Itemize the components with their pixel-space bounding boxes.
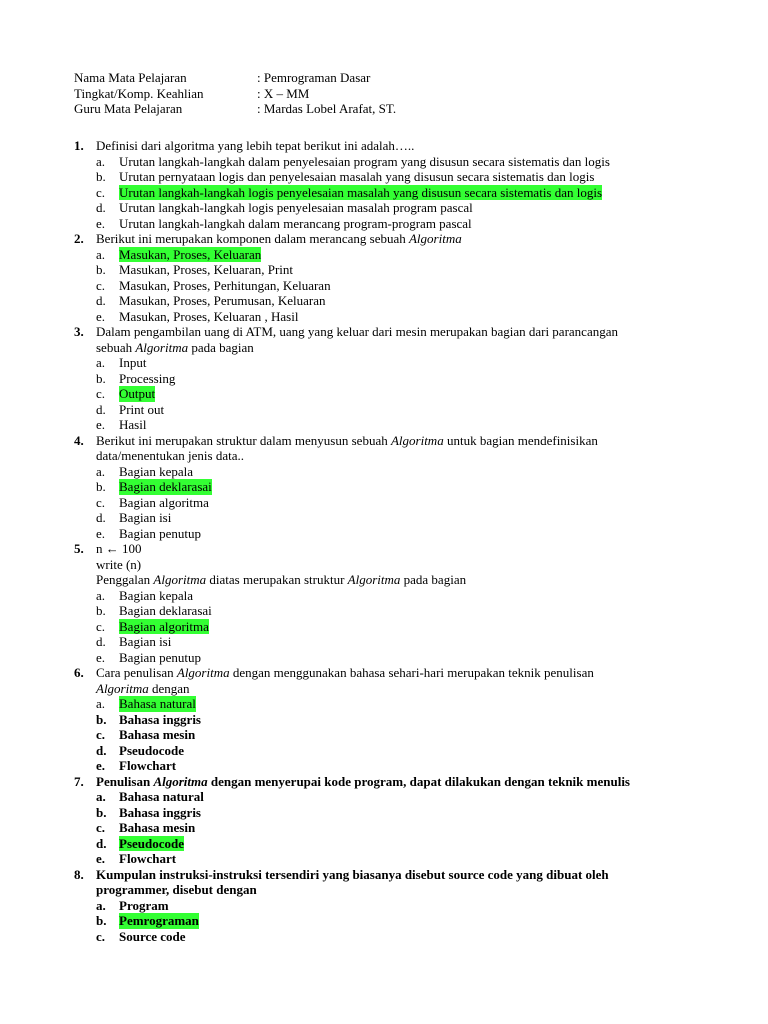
answer-option xyxy=(74,836,674,852)
question-stem xyxy=(74,665,674,696)
question-number: 4. xyxy=(74,432,84,448)
option-letter: b. xyxy=(96,804,107,820)
answer-option xyxy=(74,526,674,542)
option-text: Bagian deklarasai xyxy=(119,603,212,618)
option-text: Bagian kepala xyxy=(119,587,193,603)
question-line xyxy=(96,324,674,340)
question-stem xyxy=(74,433,674,464)
header-row xyxy=(74,101,396,117)
question xyxy=(74,665,674,774)
text-segment: untuk bagian mendefinisikan xyxy=(443,432,598,448)
document-header xyxy=(74,70,396,117)
option-letter: e. xyxy=(96,851,106,866)
option-list xyxy=(74,154,674,232)
option-letter: e. xyxy=(96,215,106,231)
option-letter: b. xyxy=(96,370,106,386)
option-text: Bagian penutup xyxy=(119,649,201,665)
text-segment: dengan xyxy=(148,680,190,696)
option-letter: d. xyxy=(96,510,106,525)
answer-option xyxy=(74,712,674,728)
answer-option xyxy=(74,603,674,619)
header-label: Guru Mata Pelajaran xyxy=(74,101,183,116)
question-line xyxy=(96,231,674,247)
answer-option xyxy=(74,464,674,480)
question xyxy=(74,541,674,665)
italic-term: Algoritma xyxy=(153,572,207,587)
answer-option xyxy=(74,495,674,511)
question-line xyxy=(96,774,674,790)
italic-term: Algoritma xyxy=(135,339,189,355)
question-text xyxy=(96,541,674,588)
answer-option xyxy=(74,371,674,387)
option-letter: c. xyxy=(96,386,106,401)
question-number: 2. xyxy=(74,231,84,246)
question xyxy=(74,138,674,231)
answer-option xyxy=(74,727,674,743)
answer-option xyxy=(74,154,674,170)
question-stem xyxy=(74,324,674,355)
question-line xyxy=(96,681,674,697)
question xyxy=(74,867,674,945)
question-line xyxy=(96,433,674,449)
option-list xyxy=(74,696,674,774)
answer-option xyxy=(74,510,674,526)
answer-option xyxy=(74,650,674,666)
option-letter: b. xyxy=(96,603,106,618)
text-segment: diatas merupakan struktur xyxy=(206,572,348,587)
option-text: Bahasa inggris xyxy=(119,804,201,820)
text-segment: sebuah xyxy=(96,339,136,355)
option-text: Program xyxy=(119,897,169,913)
option-text: Masukan, Proses, Keluaran , Hasil xyxy=(119,308,299,324)
option-text: Flowchart xyxy=(119,851,177,866)
question-line xyxy=(96,867,674,883)
option-letter: a. xyxy=(96,897,106,913)
text-segment: Dalam pengambilan uang di ATM, uang yang keluar dari mesin merupakan bagian dari parancangan xyxy=(96,324,618,339)
option-text-highlighted: Bagian deklarasai xyxy=(119,479,212,494)
question-stem xyxy=(74,867,674,898)
question-text xyxy=(96,138,674,154)
text-segment: n ← 100 xyxy=(96,541,142,556)
header-value: : X – MM xyxy=(257,85,310,101)
text-segment: pada bagian xyxy=(188,339,254,355)
question-stem xyxy=(74,231,674,247)
text-segment: write (n) xyxy=(96,556,142,572)
question-text xyxy=(96,324,674,355)
option-text: Bagian isi xyxy=(119,510,172,525)
text-segment: programmer, disebut dengan xyxy=(96,882,257,897)
question-stem xyxy=(74,541,674,588)
answer-option xyxy=(74,355,674,371)
question xyxy=(74,433,674,542)
option-letter: d. xyxy=(96,742,107,758)
option-letter: b. xyxy=(96,262,106,277)
option-text-highlighted: Masukan, Proses, Keluaran xyxy=(119,246,262,262)
option-text: Pseudocode xyxy=(119,742,184,758)
question-stem xyxy=(74,138,674,154)
option-letter: d. xyxy=(96,293,106,308)
option-letter: c. xyxy=(96,820,106,835)
answer-option xyxy=(74,247,674,263)
question-list xyxy=(74,138,674,944)
answer-option xyxy=(74,898,674,914)
question-text xyxy=(96,665,674,696)
header-row xyxy=(74,86,396,102)
answer-option xyxy=(74,789,674,805)
italic-term: Algoritma xyxy=(408,231,462,246)
option-text: Hasil xyxy=(119,417,147,432)
option-text: Masukan, Proses, Perumusan, Keluaran xyxy=(119,293,326,308)
italic-term: Algoritma xyxy=(153,773,208,789)
answer-option xyxy=(74,851,674,867)
header-label: Nama Mata Pelajaran xyxy=(74,70,187,85)
option-text-highlighted: Bagian algoritma xyxy=(119,618,209,634)
option-text: Bagian penutup xyxy=(119,525,201,541)
option-letter: a. xyxy=(96,463,106,479)
italic-term: Algoritma xyxy=(96,680,149,696)
option-text: Bahasa natural xyxy=(119,789,204,804)
question-text xyxy=(96,433,674,464)
answer-option xyxy=(74,200,674,216)
question-line xyxy=(96,448,674,464)
answer-option xyxy=(74,696,674,712)
option-text: Bagian kepala xyxy=(119,463,193,479)
question-number: 1. xyxy=(74,138,84,153)
answer-option xyxy=(74,805,674,821)
header-value: : Pemrograman Dasar xyxy=(257,70,371,85)
text-segment: Penulisan xyxy=(96,773,154,789)
answer-option xyxy=(74,758,674,774)
option-text: Flowchart xyxy=(119,758,177,773)
option-text: Urutan pernyataan logis dan penyelesaian masalah yang disusun secara sistematis dan logis xyxy=(119,169,595,184)
answer-option xyxy=(74,913,674,929)
answer-option xyxy=(74,402,674,418)
option-letter: e. xyxy=(96,525,106,541)
answer-option xyxy=(74,169,674,185)
option-letter: c. xyxy=(96,494,106,510)
text-segment: dengan menggunakan bahasa sehari-hari merupakan teknik penulisan xyxy=(229,665,594,680)
option-list xyxy=(74,588,674,666)
option-text: Bahasa mesin xyxy=(119,727,196,742)
question xyxy=(74,774,674,867)
option-list xyxy=(74,247,674,325)
option-letter: a. xyxy=(96,789,106,804)
option-text: Input xyxy=(119,355,147,370)
answer-option xyxy=(74,278,674,294)
text-segment: pada bagian xyxy=(400,572,467,587)
option-text: Masukan, Proses, Perhitungan, Keluaran xyxy=(119,277,331,293)
option-text-highlighted: Pseudocode xyxy=(119,835,184,851)
question-number: 7. xyxy=(74,773,84,789)
answer-option xyxy=(74,185,674,201)
option-letter: d. xyxy=(96,835,107,851)
option-letter: e. xyxy=(96,649,106,665)
option-letter: b. xyxy=(96,169,106,184)
question-line xyxy=(96,665,674,681)
answer-option xyxy=(74,262,674,278)
option-text: Print out xyxy=(119,401,165,417)
option-list xyxy=(74,464,674,542)
text-segment: data/menentukan jenis data.. xyxy=(96,448,245,463)
option-letter: b. xyxy=(96,913,107,928)
text-segment: Berikut ini merupakan struktur dalam menyusun sebuah xyxy=(96,432,391,448)
option-text: Bahasa mesin xyxy=(119,820,196,835)
text-segment: Cara penulisan xyxy=(96,665,177,680)
option-text: Urutan langkah-langkah dalam penyelesaian program yang disusun secara sistematis dan logis xyxy=(119,153,610,169)
option-text: Source code xyxy=(119,928,186,944)
option-text: Urutan langkah-langkah dalam merancang program-program pascal xyxy=(119,215,472,231)
text-segment: Kumpulan instruksi-instruksi tersendiri yang biasanya disebut source code yang dibuat oleh xyxy=(96,866,609,882)
text-segment: dengan menyerupai kode program, dapat dilakukan dengan teknik menulis xyxy=(207,773,630,789)
header-row xyxy=(74,70,396,86)
option-list xyxy=(74,898,674,945)
option-letter: c. xyxy=(96,928,106,944)
option-list xyxy=(74,789,674,867)
option-text-highlighted: Pemrograman xyxy=(119,913,199,928)
question-line xyxy=(96,557,674,573)
option-letter: a. xyxy=(96,355,106,370)
question xyxy=(74,324,674,433)
option-letter: a. xyxy=(96,246,106,262)
header-label: Tingkat/Komp. Keahlian xyxy=(74,85,204,101)
question-number: 8. xyxy=(74,866,84,882)
option-letter: b. xyxy=(96,479,106,494)
answer-option xyxy=(74,309,674,325)
italic-term: Algoritma xyxy=(347,572,401,587)
option-text: Urutan langkah-langkah logis penyelesaian masalah program pascal xyxy=(119,200,473,215)
option-text: Bahasa inggris xyxy=(119,711,201,727)
option-text: Processing xyxy=(119,370,176,386)
answer-option xyxy=(74,820,674,836)
answer-option xyxy=(74,743,674,759)
option-letter: c. xyxy=(96,184,106,200)
text-segment: Berikut ini merupakan komponen dalam merancang sebuah xyxy=(96,231,409,246)
answer-option xyxy=(74,386,674,402)
question-line xyxy=(96,138,674,154)
option-text-highlighted: Bahasa natural xyxy=(119,696,196,711)
question-stem xyxy=(74,774,674,790)
question-number: 3. xyxy=(74,324,84,339)
option-letter: c. xyxy=(96,618,106,634)
answer-option xyxy=(74,293,674,309)
answer-option xyxy=(74,417,674,433)
question-line xyxy=(96,572,674,588)
option-list xyxy=(74,355,674,433)
option-text: Bagian algoritma xyxy=(119,494,209,510)
question-line xyxy=(96,541,674,557)
option-letter: a. xyxy=(96,153,106,169)
answer-option xyxy=(74,479,674,495)
option-letter: d. xyxy=(96,200,106,215)
option-letter: e. xyxy=(96,417,106,432)
answer-option xyxy=(74,929,674,945)
option-letter: b. xyxy=(96,711,107,727)
italic-term: Algoritma xyxy=(176,665,230,680)
option-text: Bagian isi xyxy=(119,634,172,649)
option-letter: c. xyxy=(96,727,106,742)
answer-option xyxy=(74,619,674,635)
answer-option xyxy=(74,588,674,604)
option-text: Masukan, Proses, Keluaran, Print xyxy=(119,262,294,277)
answer-option xyxy=(74,216,674,232)
question-line xyxy=(96,882,674,898)
question-text xyxy=(96,867,674,898)
question-text xyxy=(96,231,674,247)
question-number: 6. xyxy=(74,665,84,680)
option-letter: d. xyxy=(96,401,106,417)
option-letter: e. xyxy=(96,308,106,324)
question-line xyxy=(96,340,674,356)
question-number: 5. xyxy=(74,541,84,556)
option-letter: a. xyxy=(96,696,106,711)
text-segment: Definisi dari algoritma yang lebih tepat berikut ini adalah….. xyxy=(96,138,415,153)
option-letter: c. xyxy=(96,277,106,293)
header-value: : Mardas Lobel Arafat, ST. xyxy=(257,101,397,116)
option-letter: a. xyxy=(96,587,106,603)
option-letter: d. xyxy=(96,634,106,649)
option-text-highlighted: Output xyxy=(119,386,156,401)
question xyxy=(74,231,674,324)
italic-term: Algoritma xyxy=(390,432,444,448)
option-letter: e. xyxy=(96,758,106,773)
answer-option xyxy=(74,634,674,650)
option-text-highlighted: Urutan langkah-langkah logis penyelesaian masalah yang disusun secara sistematis dan logis xyxy=(119,184,603,200)
text-segment: Penggalan xyxy=(96,572,154,587)
question-text xyxy=(96,774,674,790)
